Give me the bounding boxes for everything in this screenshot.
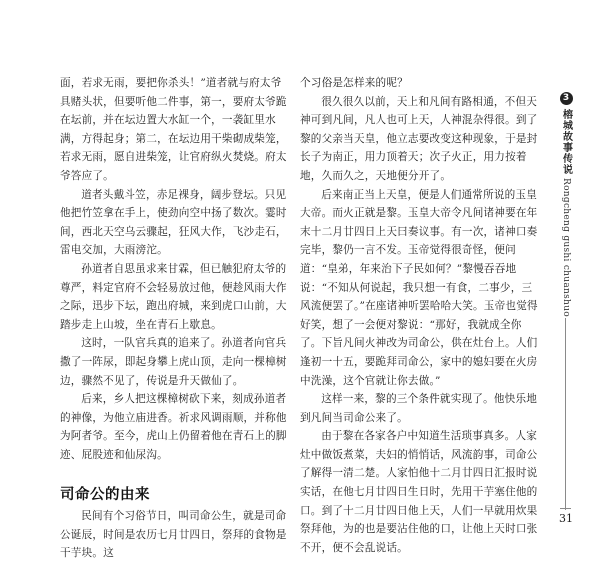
paragraph: 个习俗是怎样来的呢？ bbox=[300, 77, 408, 89]
margin-rule bbox=[565, 318, 566, 510]
series-title: 榕城故事传说 bbox=[560, 109, 572, 175]
series-pinyin: Rongcheng gushi chuanshuo bbox=[561, 178, 571, 317]
paragraph: 后来，乡人把这棵樟树砍下来，刻成孙道者的神像，为他立庙进香。祈求风调雨顺，并称他为阿者爷。至今，虎山上仍留着他在青石上的脚迹、屁股迹和仙尿沟。 bbox=[60, 393, 287, 461]
paragraph: 孙道者自思虽求来甘霖，但已触犯府太爷的尊严，料定官府不会轻易放过他，便趁风雨大作之际，迅步下坛，跑出府城，来到虎口山前，大踏步走上山坡，坐在青石上歇息。 bbox=[60, 262, 287, 331]
paragraph: 面，若求无雨，要把你杀头！”道者就与府太爷具赌头状，但要听他二件事，第一，要府太爷跪在坛前，并在坛边置大水缸一个，一袭缸里水满，方得起身；第二，在坛边用干柴砌成柴笼，若求无雨，愿自进柴笼，让官府纵火焚烧。府太爷答应了。 bbox=[60, 77, 287, 182]
paragraph: 这时，一队官兵真的追来了。孙道者向官兵撒了一阵尿，即起身攀上虎山顶，走向一棵樟树边，骤然不见了，传说是升天做仙了。 bbox=[60, 337, 287, 387]
paragraph: 道者头戴斗笠，赤足裸身，阔步登坛。只见他把竹笠拿在手上，使劲向空中扬了数次。霎时间，西北天空乌云骤起，狂风大作，飞沙走石，雷电交加，大雨滂沱。 bbox=[60, 188, 287, 257]
paragraph: 由于黎在各家各户中知道生活琐事真多。人家灶中做饭煮菜，夫妇的悄悄话，风流韵事，司命公了解得一清二楚。人家怕他十二月廿四日汇报时说实话，在他七月廿四日生日时，先用干芋塞住他的口。到了十二月廿四日他上天，人们一早就用炊果祭拜他，为的也是要沾住他的口，让他上天时口张不开，便不会乱说话。 bbox=[300, 430, 538, 554]
chapter-marker: 3 bbox=[560, 92, 573, 105]
margin-rule-cap bbox=[560, 508, 571, 509]
side-header bbox=[556, 92, 576, 317]
right-column bbox=[300, 74, 538, 557]
paragraph: 很久很久以前，天上和凡间有路相通，不但天神可到凡间，凡人也可上天，人神混杂得很。到了黎的父亲当天皇，他立志要改变这种现象，于是封长子为南正，用力顶着天；次子火正，用力按着地，久而久之，天地便分开了。 bbox=[300, 95, 538, 182]
section-title: 司命公的由来 bbox=[60, 487, 150, 504]
paragraph: 这样一来，黎的三个条件就实现了。他快乐地到凡间当司命公来了。 bbox=[300, 393, 538, 424]
left-column bbox=[60, 74, 292, 563]
page-number: 31 bbox=[559, 512, 573, 525]
paragraph: 民间有个习俗节日，叫司命公生，就是司命公诞辰，时间是农历七月廿四日，祭拜的食物是干芋块。这 bbox=[60, 510, 287, 560]
paragraph: 后来南正当上天皇，便是人们通常所说的玉皇大帝。而火正就是黎。玉皇大帝令凡间诸神要在年末十二月廿四日上天曰奏议事。有一次，诸神口奏完毕，黎仍一言不发。玉帝觉得很奇怪，便问道：“皇弟，年来治下子民如何？”黎慢吞吞地说：“不知从何说起，我只想一有食，二事少，三风流便罢了。”在座诸神听罢哈哈大笑。玉帝也觉得好笑，想了一会便对黎说：“那好，我就成全你了。下旨凡间火神改为司命公，供在灶台上。人们逢初一十五，要跪拜司命公，家中的媳妇要在火房中洗澡，这个官就让你去做。” bbox=[300, 188, 538, 387]
